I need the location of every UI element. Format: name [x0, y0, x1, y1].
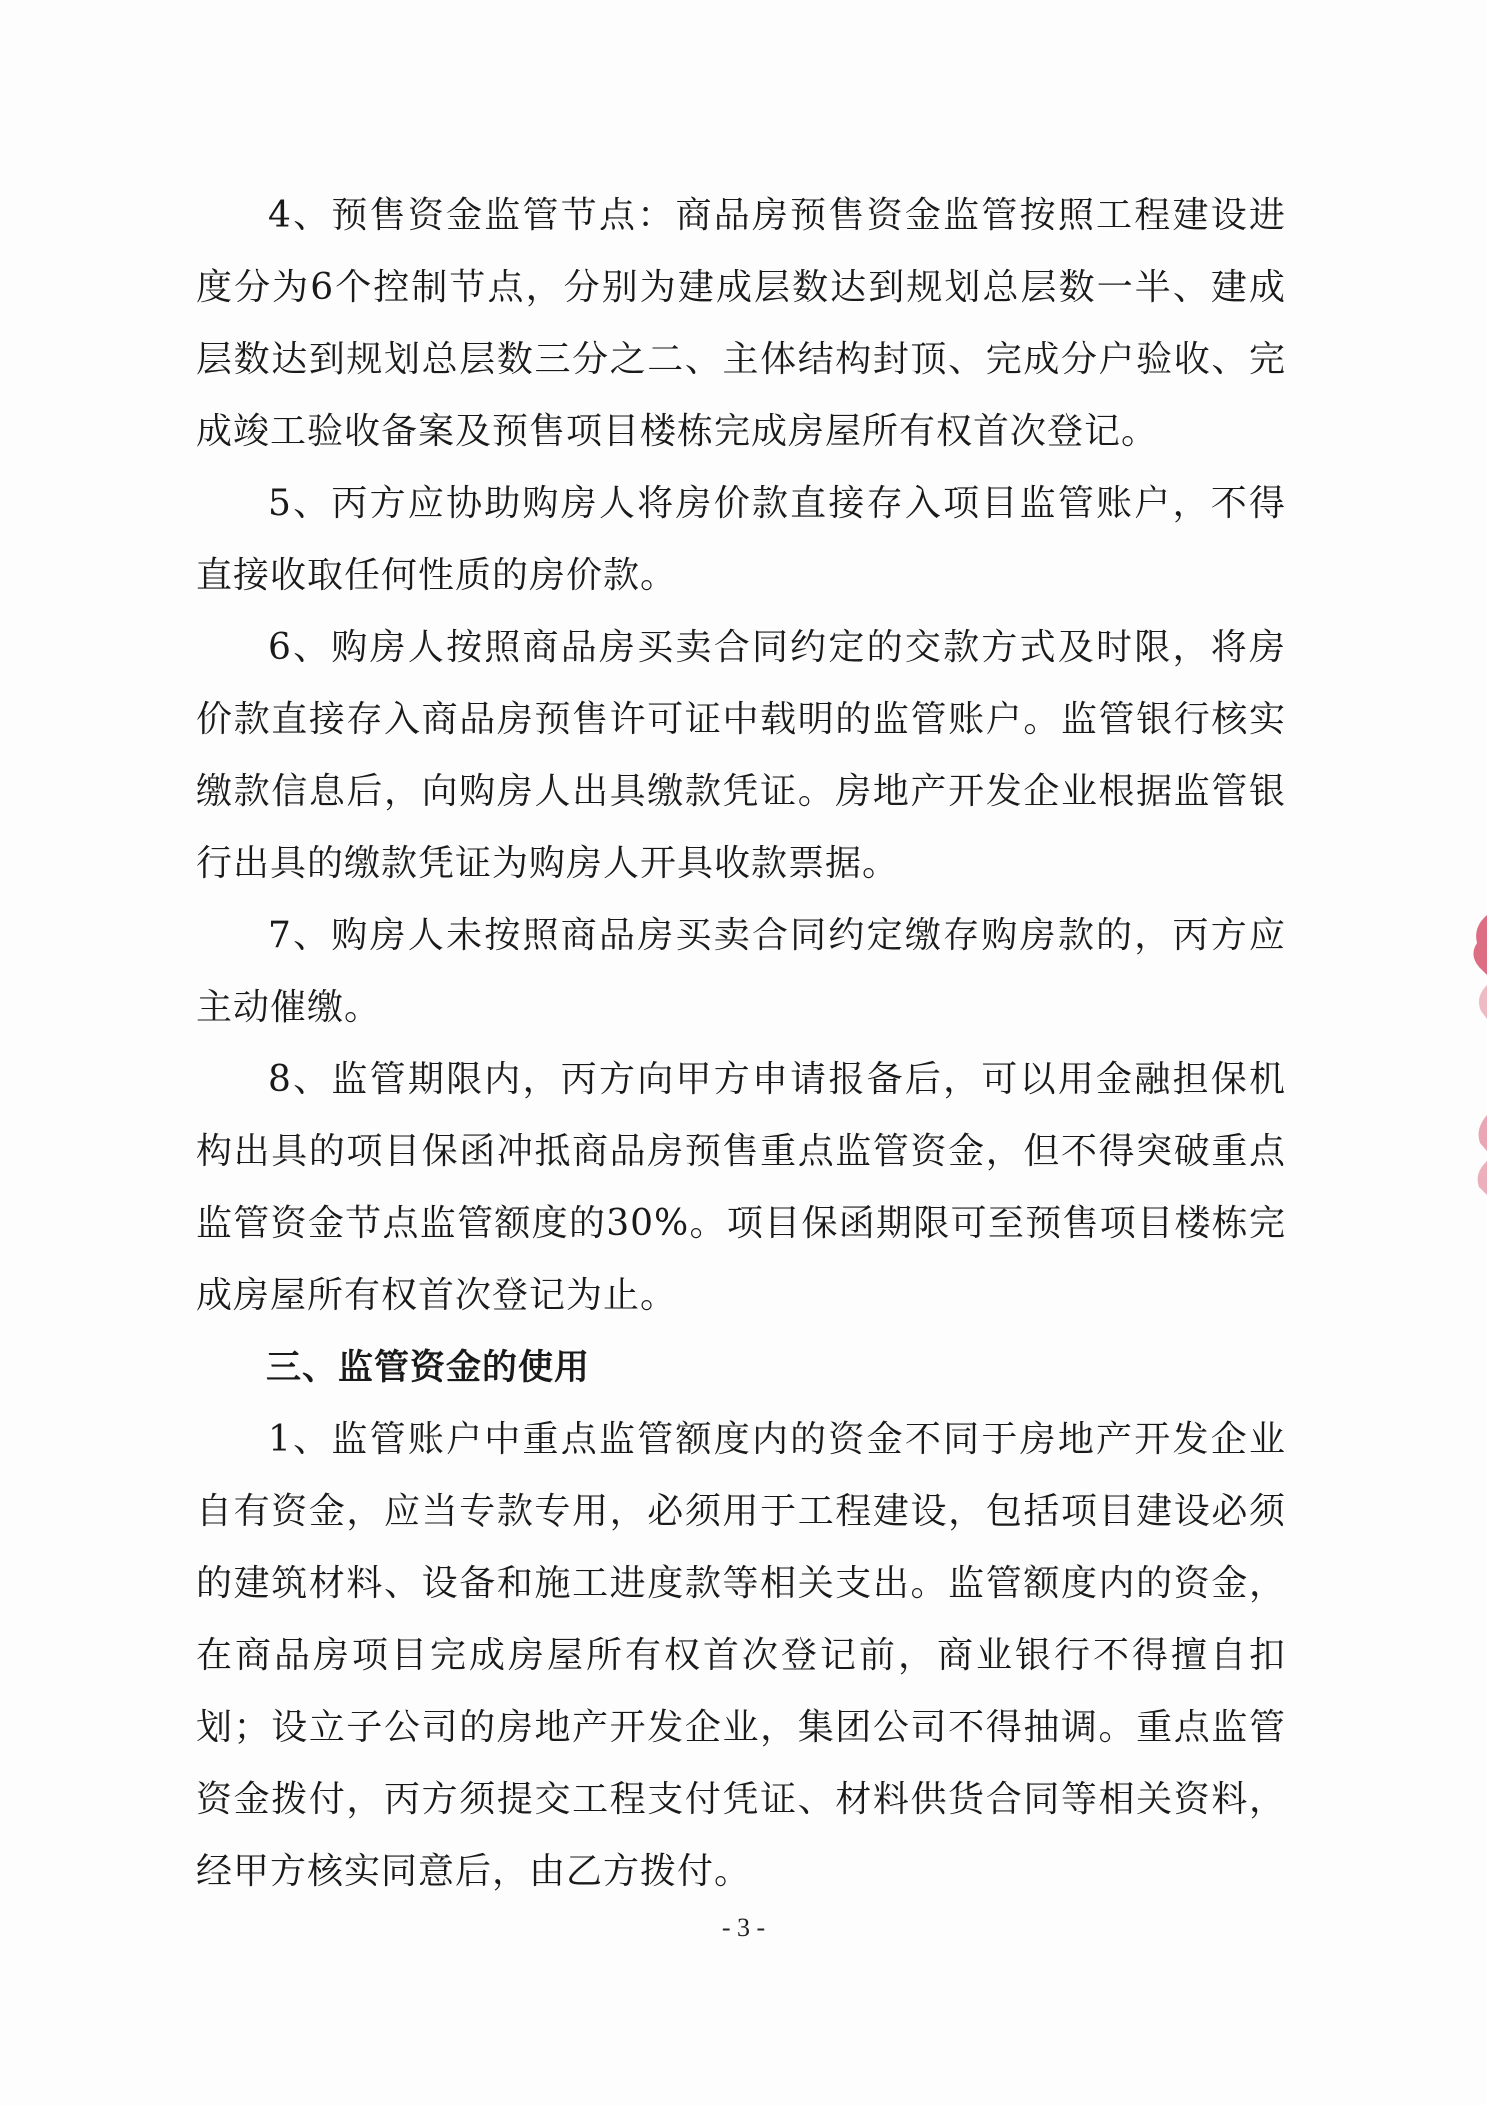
- paragraph-presale-fund-nodes: 4、预售资金监管节点：商品房预售资金监管按照工程建设进度分为6个控制节点，分别为建成层数达到规划总层数一半、建成层数达到规划总层数三分之二、主体结构封顶、完成分户验收、完成竣工验收备案及预售项目楼栋完成房屋所有权首次登记。: [196, 195, 1286, 452]
- page-number: - 3 -: [721, 1913, 766, 1942]
- paragraph-guarantee-letter: 8、监管期限内，丙方向甲方申请报备后，可以用金融担保机构出具的项目保函冲抵商品房预售重点监管资金，但不得突破重点监管资金节点监管额度的30%。项目保函期限可至预售项目楼栋完成房屋所有权首次登记为止。: [196, 1059, 1286, 1316]
- paragraph-buyer-payment: 6、购房人按照商品房买卖合同约定的交款方式及时限，将房价款直接存入商品房预售许可证中载明的监管账户。监管银行核实缴款信息后，向购房人出具缴款凭证。房地产开发企业根据监管银行出具的缴款凭证为购房人开具收款票据。: [196, 627, 1286, 884]
- document-body: [196, 180, 1286, 1908]
- seal-stamp-edge-icon: [1465, 915, 1487, 1215]
- paragraph-payment-reminder: 7、购房人未按照商品房买卖合同约定缴存购房款的，丙方应主动催缴。: [196, 915, 1286, 1028]
- section-heading-fund-usage: 三、监管资金的使用: [266, 1348, 591, 1388]
- paragraph-party-c-assist: 5、丙方应协助购房人将房价款直接存入项目监管账户，不得直接收取任何性质的房价款。: [196, 483, 1286, 596]
- paragraph-fund-usage: 1、监管账户中重点监管额度内的资金不同于房地产开发企业自有资金，应当专款专用，必须用于工程建设，包括项目建设必须的建筑材料、设备和施工进度款等相关支出。监管额度内的资金，在商品房项目完成房屋所有权首次登记前，商业银行不得擅自扣划；设立子公司的房地产开发企业，集团公司不得抽调。重点监管资金拨付，丙方须提交工程支付凭证、材料供货合同等相关资料，经甲方核实同意后，由乙方拨付。: [196, 1419, 1286, 1892]
